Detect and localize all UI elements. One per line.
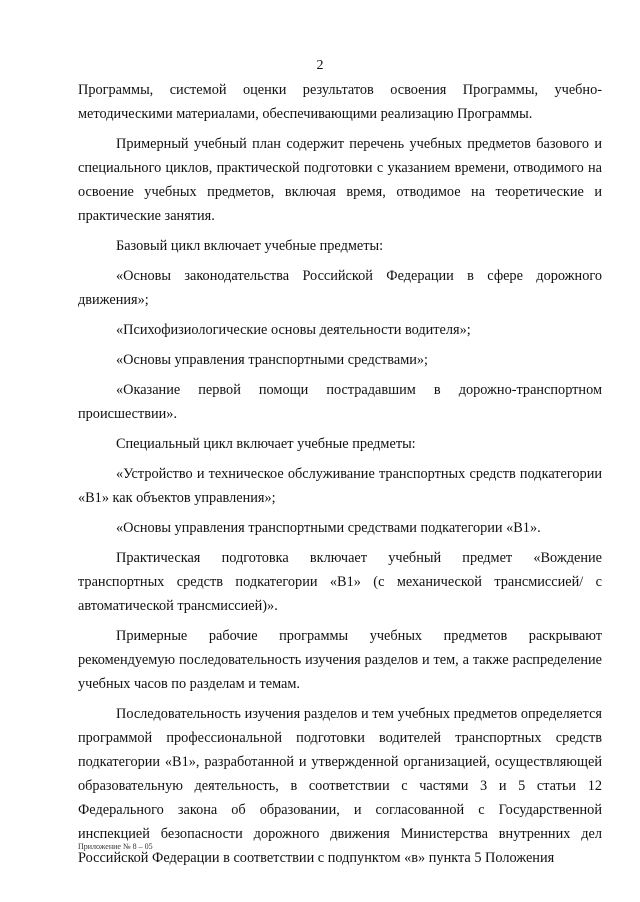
list-item: «Оказание первой помощи пострадавшим в дорожно-транспортном происшествии». xyxy=(78,382,602,422)
list-item: «Устройство и техническое обслуживание транспортных средств подкатегории «В1» как объектов управления»; xyxy=(78,466,602,506)
paragraph: Специальный цикл включает учебные предметы: xyxy=(116,436,416,452)
list-item: «Основы управления транспортными средствами»; xyxy=(116,352,429,368)
footer-note: Приложение № 8 – 05 xyxy=(78,842,153,851)
paragraph: Последовательность изучения разделов и тем учебных предметов определяется программой профессиональной подготовки водителей транспортных средств подкатегории «В1», разработанной и утвержденной организацией, осуществляющей образовательную деятельность, в соответствии с частями 3 и 5 статьи 12 Федерального закона об образовании, и согласованной с Государственной инспекцией безопасности дорожного движения Министерства внутренних дел Российской Федерации в соответствии с подпунктом «в» пункта 5 Положения xyxy=(78,706,602,866)
page-number: 2 xyxy=(316,58,324,73)
paragraph: Примерный учебный план содержит перечень учебных предметов базового и специального циклов, практической подготовки с указанием времени, отводимого на освоение учебных предметов, включая время, отводимое на теоретические и практические занятия. xyxy=(78,136,602,224)
document-body xyxy=(78,78,602,876)
paragraph: Базовый цикл включает учебные предметы: xyxy=(116,238,384,254)
list-item: «Основы законодательства Российской Федерации в сфере дорожного движения»; xyxy=(78,268,602,308)
paragraph: Примерные рабочие программы учебных предметов раскрывают рекомендуемую последовательность изучения разделов и тем, а также распределение учебных часов по разделам и темам. xyxy=(78,628,602,692)
list-item: «Основы управления транспортными средствами подкатегории «В1». xyxy=(116,520,541,536)
paragraph: Программы, системой оценки результатов освоения Программы, учебно-методическими материалами, обеспечивающими реализацию Программы. xyxy=(78,82,602,122)
paragraph: Практическая подготовка включает учебный предмет «Вождение транспортных средств подкатегории «В1» (с механической трансмиссией/ с автоматической трансмиссией)». xyxy=(78,550,602,614)
list-item: «Психофизиологические основы деятельности водителя»; xyxy=(116,322,471,338)
